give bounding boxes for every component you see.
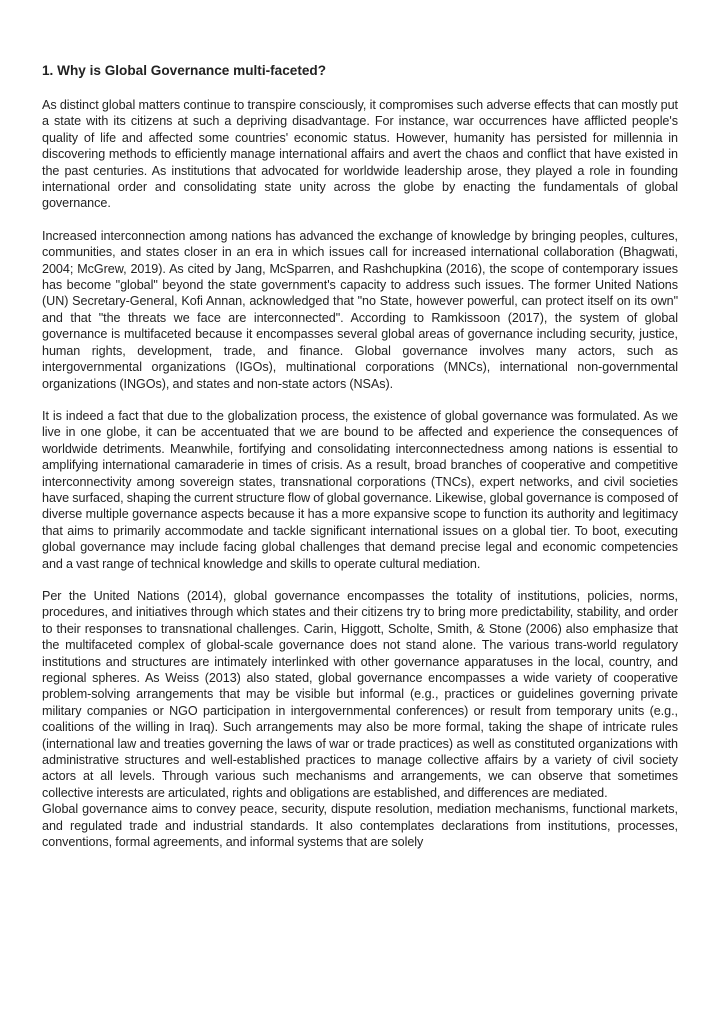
paragraph-4: Per the United Nations (2014), global governance encompasses the totality of institutions, policies, norms, procedures, and initiatives through which states and their citizens try to bring more predictability, stability, and order to their responses to transnational challenges. Carin, Higgott, Scholte, Smith, & Stone (2006) also emphasize that the multifaceted complex of global-scale governance does not stand alone. The various trans-world regulatory institutions and structures are intimately interlinked with other governance apparatuses in the local, country, and regional spheres. As Weiss (2013) also stated, global governance encompasses a wide variety of cooperative problem-solving arrangements that may be visible but informal (e.g., practices or guidelines governing private military companies or NGO participation in intergovernmental conferences) or result from temporary units (e.g., coalitions of the willing in Iraq). Such arrangements may also be more formal, taking the shape of intricate rules (international law and treaties governing the laws of war or trade practices) as well as constituted organizations with administrative structures and well-established practices to manage collective affairs by a variety of civil society actors at all levels. Through various such mechanisms and arrangements, we can observe that sometimes collective interests are articulated, rights and obligations are established, and differences are mediated. (42, 588, 678, 800)
paragraph-2: Increased interconnection among nations has advanced the exchange of knowledge by bringing peoples, cultures, communities, and states closer in an era in which issues call for increased international collaboration (Bhagwati, 2004; McGrew, 2019). As cited by Jang, McSparren, and Rashchupkina (2016), the scope of contemporary issues has become "global" beyond the state government's capacity to address such issues. The former United Nations (UN) Secretary-General, Kofi Annan, acknowledged that "no State, however powerful, can protect itself on its own" and that "the threats we face are interconnected". According to Ramkissoon (2017), the system of global governance is multifaceted because it encompasses several global areas of governance including security, justice, human rights, development, trade, and finance. Global governance involves many actors, such as intergovernmental organizations (IGOs), multinational corporations (MNCs), international non-governmental organizations (INGOs), and states and non-state actors (NSAs). (42, 228, 678, 391)
paragraph-3: It is indeed a fact that due to the globalization process, the existence of global governance was formulated. As we live in one globe, it can be accentuated that we are bound to be affected and experience the consequences of worldwide detriments. Meanwhile, fortifying and consolidating interconnectedness among nations is essential to amplifying international camaraderie in times of crisis. As a result, broad branches of cooperative and competitive interconnectivity among sovereign states, transnational corporations (TNCs), expert networks, and civil societies have surfaced, shaping the current structure flow of global governance. Likewise, global governance is composed of diverse multiple governance aspects because it has a more expansive scope to function its authority and legitimacy that aims to primarily accommodate and tackle significant international issues on a global tier. To boot, executing global governance may include facing global challenges that demand precise legal and economic competencies and a vast range of technical knowledge and skills to operate cultural mediation. (42, 408, 678, 571)
paragraph-1: As distinct global matters continue to transpire consciously, it compromises such adverse effects that can mostly put a state with its citizens at such a depriving disadvantage. For instance, war occurrences have afflicted people's quality of life and affected some countries' economic status. However, humanity has persisted for millennia in discovering methods to efficiently manage international affairs and avert the chaos and conflict that have existed in the past centuries. As institutions that advocated for worldwide leadership arose, they played a role in founding international order and consolidating state unity across the globe by enacting the fundamentals of global governance. (42, 98, 678, 211)
paragraph-5: Global governance aims to convey peace, security, dispute resolution, mediation mechanisms, functional markets, and regulated trade and industrial standards. It also contemplates declarations from institutions, processes, conventions, formal agreements, and informal systems that are solely (42, 802, 678, 850)
section-heading: 1. Why is Global Governance multi-faceted? (42, 63, 327, 78)
